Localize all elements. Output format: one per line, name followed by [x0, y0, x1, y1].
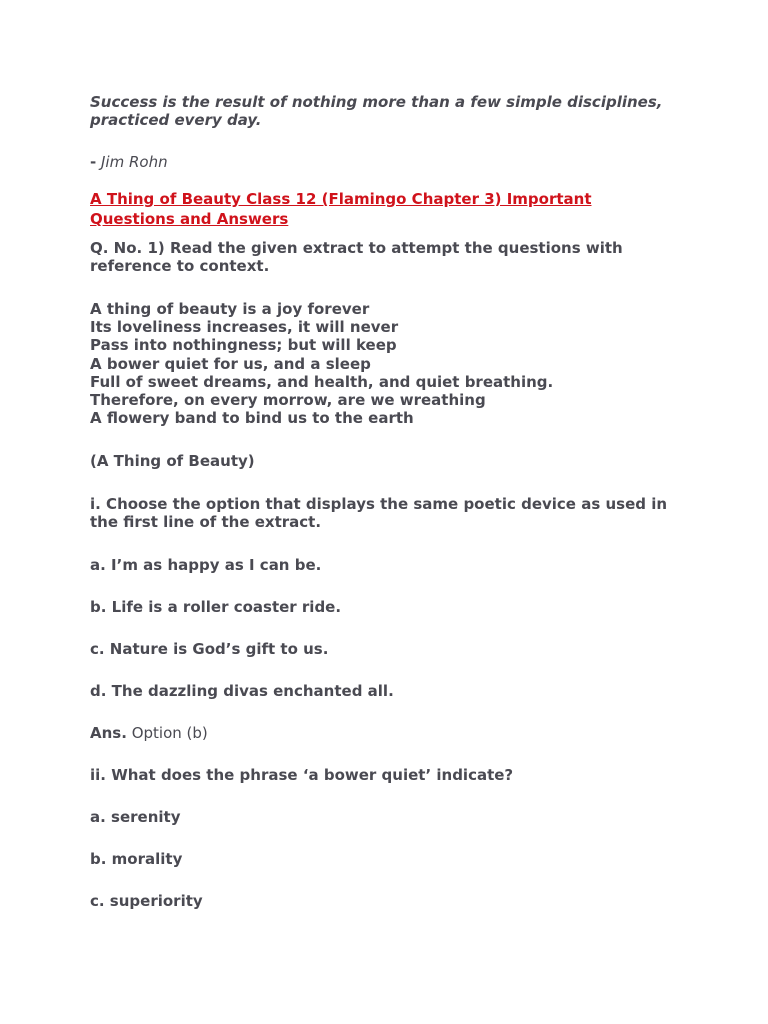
poem-line: A thing of beauty is a joy forever [90, 300, 370, 318]
option-item: c. superiority [90, 892, 203, 911]
answer-label: Ans. [90, 724, 127, 743]
poem-line: Full of sweet dreams, and health, and quiet breathing. [90, 372, 554, 391]
poem-source: (A Thing of Beauty) [90, 452, 255, 471]
answer-line [90, 724, 690, 742]
sub-question-ii: ii. What does the phrase ‘a bower quiet’ indicate? [90, 766, 514, 785]
poem-line: A bower quiet for us, and a sleep [90, 354, 371, 373]
article-heading-link[interactable] [90, 189, 690, 229]
option-item: b. Life is a roller coaster ride. [90, 598, 342, 617]
answer-value: Option (b) [126, 724, 208, 743]
quote-text: Success is the result of nothing more than a few simple disciplines, practiced every day. [90, 93, 663, 129]
option-item: a. I’m as happy as I can be. [90, 556, 322, 575]
option-item: d. The dazzling divas enchanted all. [90, 682, 394, 701]
option-item: b. morality [90, 850, 183, 869]
sub-question-i: i. Choose the option that displays the same poetic device as used in the first line of the extract. [90, 495, 668, 532]
poem-line: A flowery band to bind us to the earth [90, 409, 414, 428]
poem-line: Its loveliness increases, it will never [90, 318, 399, 337]
heading-line-1[interactable]: A Thing of Beauty Class 12 (Flamingo Chapter 3) Important [90, 190, 592, 208]
poem-line: Therefore, on every morrow, are we wreathing [90, 390, 486, 409]
option-item: c. Nature is God’s gift to us. [90, 640, 329, 659]
poem-extract [90, 300, 690, 427]
author-dash: - [90, 153, 97, 171]
quote-author [90, 153, 690, 171]
poem-line: Pass into nothingness; but will keep [90, 336, 397, 355]
question-prompt: Q. No. 1) Read the given extract to attempt the questions with reference to context. [90, 239, 623, 275]
author-name: Jim Rohn [96, 153, 168, 171]
option-item: a. serenity [90, 808, 181, 827]
document-content [90, 93, 690, 910]
heading-line-2[interactable]: Questions and Answers [90, 210, 289, 228]
